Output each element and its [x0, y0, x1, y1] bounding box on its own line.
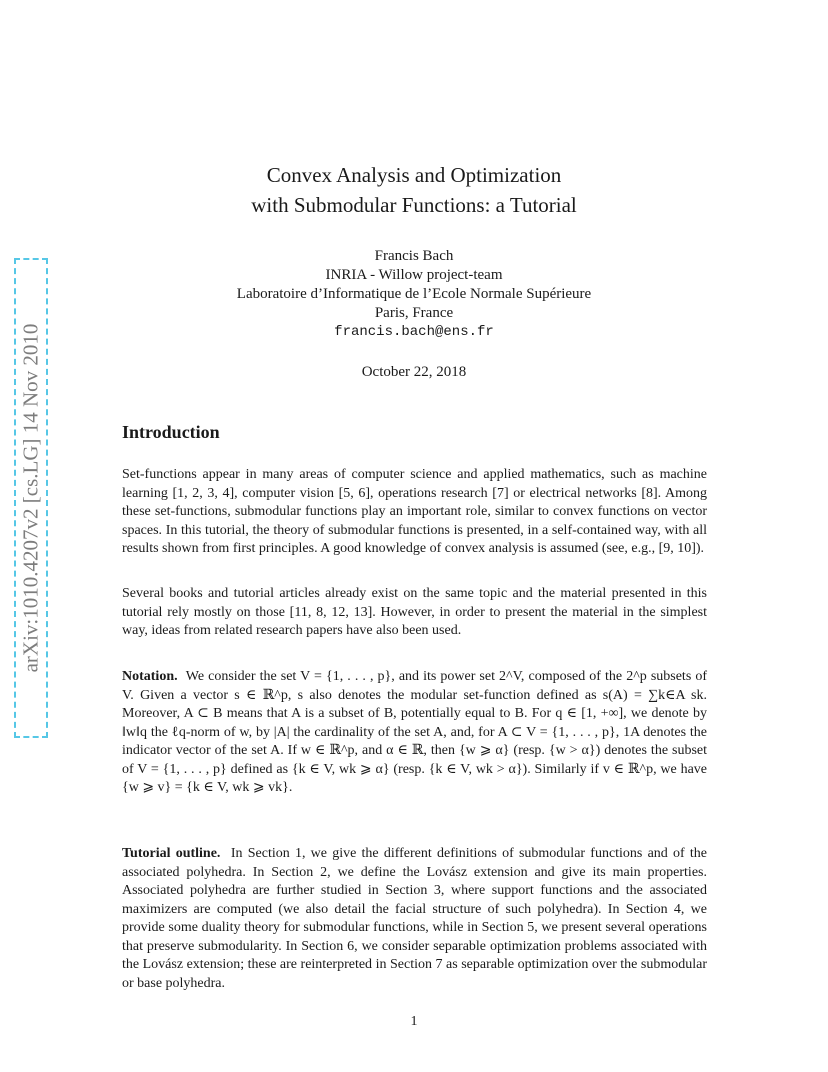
paper-date: October 22, 2018	[361, 364, 467, 380]
author-name: Francis Bach	[374, 248, 454, 264]
intro-paragraph-2: Several books and tutorial articles already exist on the same topic and the material presented in this tutorial rely mostly on those [11, 8, 12, 13]. However, in order to present the material in the simplest way, ideas from related research papers have also been used.	[122, 586, 707, 638]
notation-heading: Notation.	[122, 669, 178, 684]
author-block	[0, 247, 828, 342]
author-affiliation-1: INRIA - Willow project-team	[325, 267, 503, 283]
intro-paragraph-1: Set-functions appear in many areas of computer science and applied mathematics, such as machine learning [1, 2, 3, 4], computer vision [5, 6], operations research [7] or electrical networks [8]. Among these set-functions, submodular functions play an important role, similar to convex functions on vector spaces. In this tutorial, the theory of submodular functions is presented, in a self-contained way, with all results shown from first principles. A good knowledge of convex analysis is assumed (see, e.g., [9, 10]).	[122, 467, 707, 556]
outline-heading: Tutorial outline.	[122, 846, 221, 861]
author-email: francis.bach@ens.fr	[334, 324, 494, 340]
author-location: Paris, France	[374, 305, 454, 321]
outline-body: In Section 1, we give the different definitions of submodular functions and of the associated polyhedra. In Section 2, we define the Lovász extension and give its main properties. Associated polyhedra are further studied in Section 3, where support functions and the associated maximizers are computed (we also detail the facial structure of such polyhedra). In Section 4, we provide some duality theory for submodular functions, while in Section 5, we present several operations that preserve submodularity. In Section 6, we consider separable optimization problems associated with the Lovász extension; these are reinterpreted in Section 7 as separable optimization over the submodular or base polyhedra.	[122, 846, 708, 991]
section-heading: Introduction	[122, 422, 220, 442]
arxiv-stamp-text: arXiv:1010.4207v2 [cs.LG] 14 Nov 2010	[18, 323, 43, 673]
notation-paragraph	[122, 668, 707, 798]
title-line-1: Convex Analysis and Optimization	[266, 163, 562, 187]
paper-title	[0, 160, 828, 220]
title-line-2: with Submodular Functions: a Tutorial	[251, 193, 577, 217]
notation-body: We consider the set V = {1, . . . , p}, and its power set 2^V, composed of the 2^p subsets of V. Given a vector s ∈ ℝ^p, s also denotes the modular set-function defined as s(A) = ∑k∈A sk. Moreover, A ⊂ B means that A is a subset of B, potentially equal to B. For q ∈ [1, +∞], we denote by ‖w‖q the ℓq-norm of w, by |A| the cardinality of the set A, and, for A ⊂ V = {1, . . . , p}, 1A denotes the indicator vector of the set A. If w ∈ ℝ^p, and α ∈ ℝ, then {w ⩾ α} (resp. {w > α}) denotes the subset of V = {1, . . . , p} defined as {k ∈ V, wk ⩾ α} (resp. {k ∈ V, wk > α}). Similarly if v ∈ ℝ^p, we have {w ⩾ v} = {k ∈ V, wk ⩾ vk}.	[122, 669, 707, 795]
page-number: 1	[410, 1014, 418, 1029]
author-affiliation-2: Laboratoire d’Informatique de l’Ecole Normale Supérieure	[236, 286, 592, 302]
outline-paragraph	[122, 845, 707, 993]
